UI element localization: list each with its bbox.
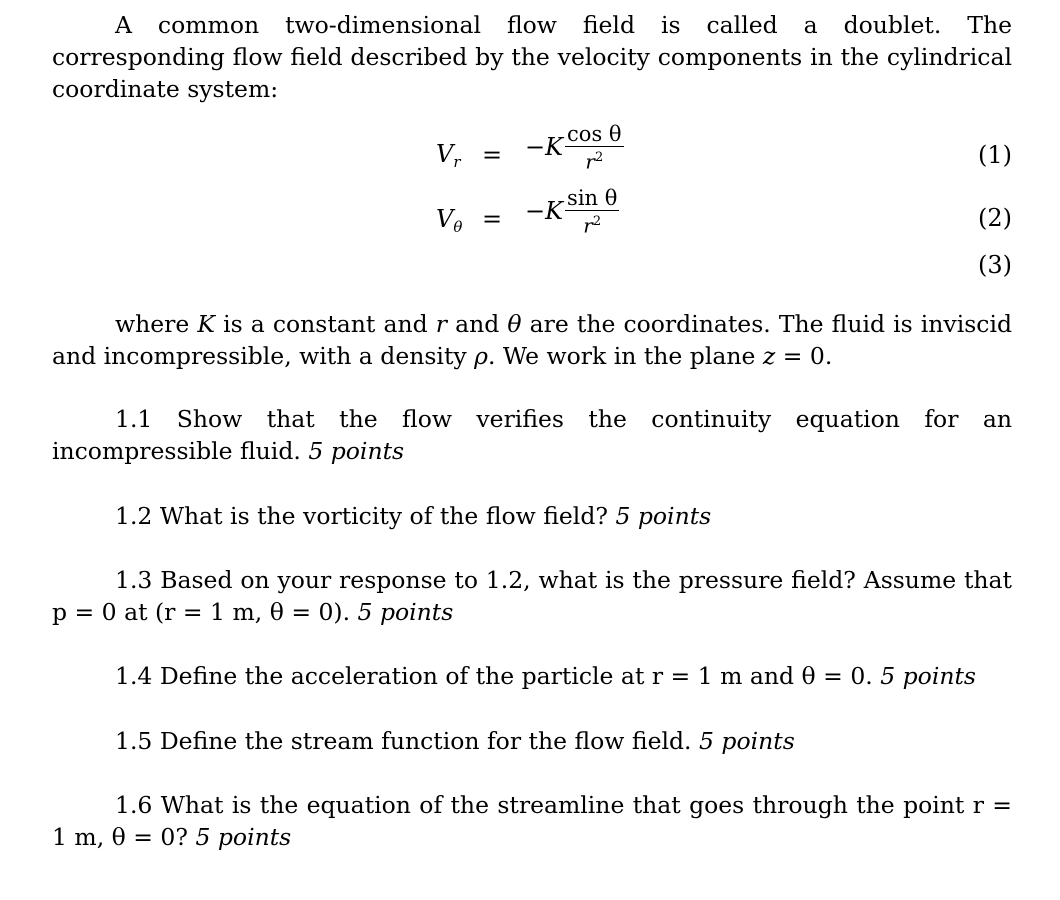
question-text: 1.5 Define the stream function for the flow field.: [115, 727, 699, 755]
var-z: z: [762, 342, 776, 370]
description-paragraph: where K is a constant and r and θ are the coordinates. The fluid is inviscid and incompressible, with a density ρ. We work in the plane z = 0.: [52, 310, 1013, 370]
intro-paragraph: [52, 9, 1012, 105]
eq1-numerator: cos θ: [567, 122, 622, 146]
eq2-equals: =: [482, 205, 503, 233]
var-rho: ρ: [474, 342, 488, 370]
eq2-denominator: $r^2$: [583, 213, 602, 238]
eq1-lead: −K: [525, 133, 564, 162]
eq1-equals: =: [482, 141, 503, 169]
question-points: 5 points: [698, 727, 795, 755]
question-points: 5 points: [880, 662, 976, 690]
eq1-denominator: $r^2$: [585, 149, 604, 174]
question-text: 1.2 What is the vorticity of the flow field?: [115, 502, 616, 530]
question-text: 1.3 Based on your response to 1.2, what is the pressure field? Assume that p = 0 at (r = 1 m, θ = 0).: [52, 566, 1012, 626]
question-1-5: [52, 725, 1012, 757]
question-text: 1.6 What is the equation of the streamline that goes through the point r = 1 m, θ = 0?: [52, 791, 1012, 851]
var-theta: θ: [507, 310, 522, 338]
eq1-fraction: [565, 122, 624, 173]
eq2-rhs: [525, 186, 619, 237]
eq3-number: (3): [978, 251, 1012, 279]
var-K: K: [197, 310, 215, 338]
intro-text: A common two-dimensional flow field is called a doublet. The corresponding flow field described by the velocity components in the cylindrical coordinate system:: [52, 11, 1012, 103]
eq2-lhs: $V_\theta$: [436, 205, 463, 236]
question-1-1: [52, 403, 1012, 467]
eq2-lead: −K: [525, 197, 564, 226]
eq2-numerator: sin θ: [567, 186, 618, 210]
question-1-2: [52, 500, 1012, 532]
question-1-6: [52, 789, 1012, 853]
question-1-3: [52, 564, 1012, 628]
question-text: 1.4 Define the acceleration of the particle at r = 1 m and θ = 0.: [115, 662, 881, 690]
question-points: 5 points: [308, 437, 405, 465]
eq1-rhs: [525, 122, 624, 173]
var-r: r: [435, 310, 447, 338]
question-points: 5 points: [195, 823, 292, 851]
question-1-4: [52, 660, 1012, 692]
question-text: 1.1 Show that the flow verifies the continuity equation for an incompressible fluid.: [52, 405, 1012, 465]
question-points: 5 points: [615, 502, 712, 530]
eq1-number: (1): [978, 141, 1012, 169]
eq2-fraction: [565, 186, 619, 237]
question-points: 5 points: [357, 598, 454, 626]
eq2-number: (2): [978, 204, 1012, 232]
eq1-lhs: $V_r$: [436, 140, 461, 171]
